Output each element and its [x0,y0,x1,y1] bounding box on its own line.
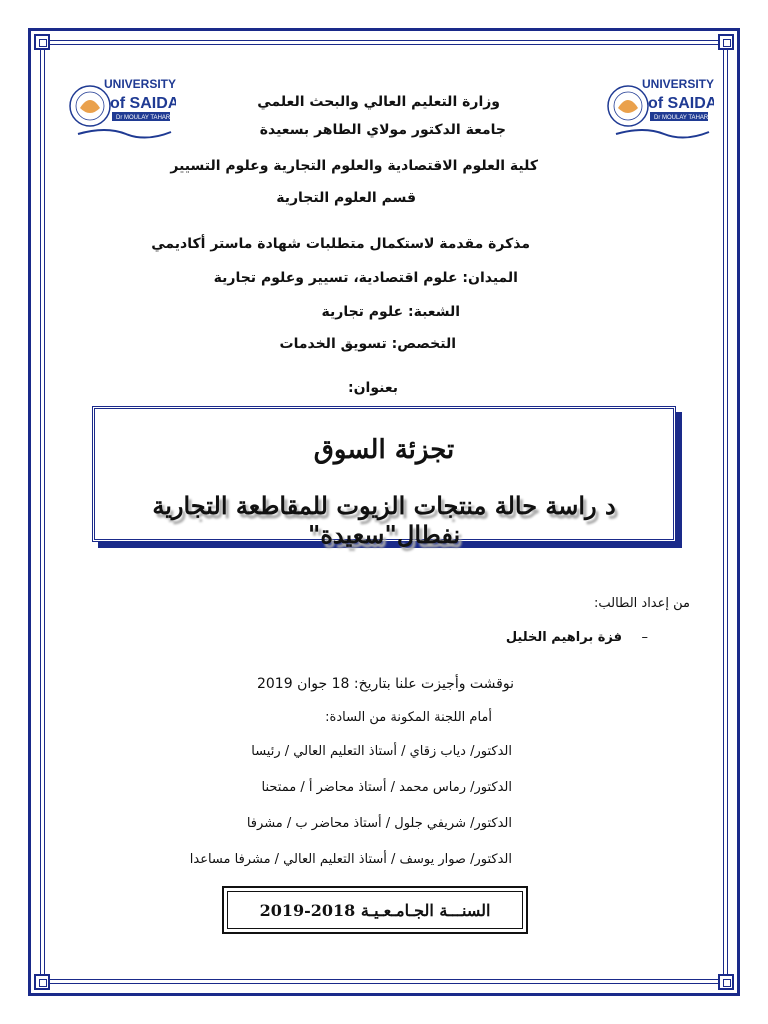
committee-member: الدكتور/ دياب زقاي / أستاذ التعليم العالي / رئيسا [251,744,512,759]
corner-ornament-bottom-right [718,974,734,990]
committee-member: الدكتور/ شريفي جلول / أستاذ محاضر ب / مشرفا [246,816,512,831]
committee-label: أمام اللجنة المكونة من السادة: [325,710,492,725]
committee-member: الدكتور/ صوار يوسف / أستاذ التعليم العالي / مشرفا مساعدا [189,852,512,867]
logo-line1: UNIVERSITY [642,77,714,91]
university-logo-right [604,68,714,150]
academic-year-box [222,886,528,934]
main-title: تجزئة السوق [313,435,455,465]
title-box [92,406,676,549]
logo-line2: of SAIDA [110,95,176,112]
university-logo-left [66,68,176,150]
student-name: فزة براهيم الخليل [505,630,622,645]
student-dash: – [641,630,648,645]
defense-date: نوقشت وأجيزت علنا بتاريخ: 18 جوان 2019 [256,676,514,692]
student-label: من إعداد الطالب: [593,596,690,611]
logo-line3: Dr MOULAY TAHAR [654,115,709,121]
specialty-line: التخصص: تسويق الخدمات [279,336,456,352]
committee-member: الدكتور/ رماس محمد / أستاذ محاضر أ / ممتحنا [261,780,512,795]
faculty-name: كلية العلوم الاقتصادية والعلوم التجارية وعلوم التسيير [170,158,538,174]
corner-ornament-top-left [34,34,50,50]
title-label: بعنوان: [348,380,398,396]
field-line: الميدان: علوم اقتصادية، تسيير وعلوم تجارية [213,270,518,286]
ministry-name: وزارة التعليم العالي والبحث العلمي [257,94,500,110]
university-name: جامعة الدكتور مولاي الطاهر بسعيدة [259,122,506,138]
logo-line3: Dr MOULAY TAHAR [116,115,171,121]
thesis-purpose: مذكرة مقدمة لاستكمال متطلبات شهادة ماستر أكاديمي [151,236,530,252]
logo-line2: of SAIDA [648,95,714,112]
logo-line1: UNIVERSITY [104,77,176,91]
department-name: قسم العلوم التجارية [276,190,416,206]
corner-ornament-bottom-left [34,974,50,990]
sub-title: د راسة حالة منتجات الزيوت للمقاطعة التجارية نفطال"سعيدة" [152,491,616,549]
branch-line: الشعبة: علوم تجارية [321,304,460,320]
academic-year: السنـــة الجـامـعـيـة 2018-2019 [227,891,523,929]
corner-ornament-top-right [718,34,734,50]
